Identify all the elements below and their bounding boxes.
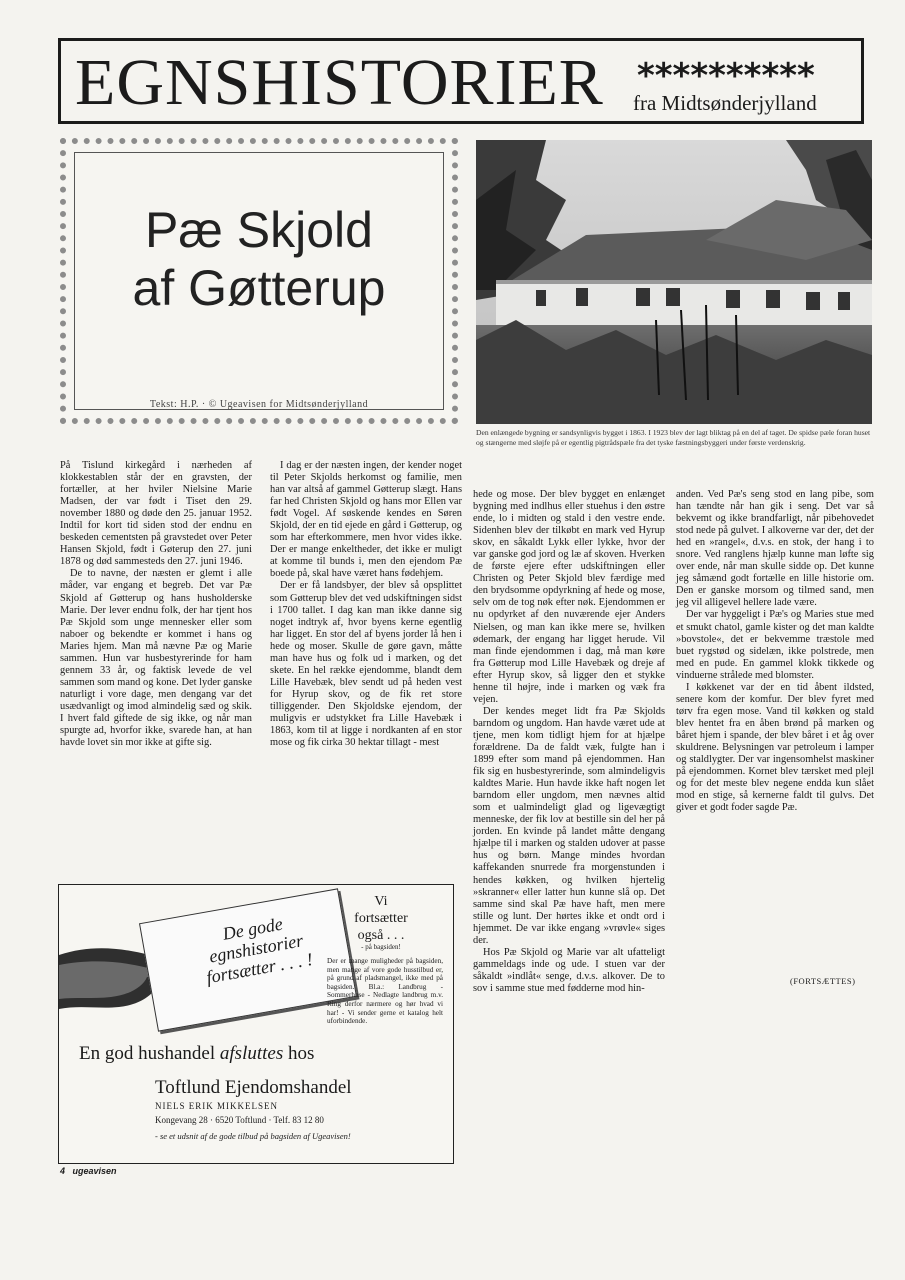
ad-card-text: De gode egnshistorier fortsætter . . . ! <box>204 913 315 988</box>
ad-note: - se et udsnit af de gode tilbud på bagsiden af Ugeavisen! <box>155 1131 351 1141</box>
paragraph: hede og mose. Der blev bygget en enlænget bygning med indlhus eller stuehus i den østre ende, lo i midten og stald i den vestre ende. Sidenhen blev der tilkøbt en mark ved Hyrup skov, en såkaldt Lykk eller lykke, hvor der var ganske god jord og læ af skoven. Hverken de første ejere efter udskiftningen eller Christen og Peter Skjold blev færdige med den brydsomme opdyrkning af hede og mose, selv om de tog nøk efter nøk. Ejendommen er nu opdyrket af den nuværende ejer Anders Nielsen, og man kan ikke mere se, hvilken ødemark, der engang har ligget herude. Vil man finde ejendommen i dag, må man køre fra Gøtterup mod Lille Havebæk og dreje af efter Hyrup skov, så ligger den et stykke henne til højre, inde i marken og væk fra vejen. <box>473 489 665 705</box>
ad-address: Kongevang 28 · 6520 Toftlund · Telf. 83 12 80 <box>155 1115 324 1125</box>
ad-vi-fortsaetter <box>321 893 441 944</box>
paragraph: Der er få landsbyer, der blev så opsplittet som Gøtterup blev det ved udskiftningen sidst i 1700 tallet. I dag kan man ikke danne sig noget indtryk af, hvor byens kerne egentlig har ligget. En stor del af byens jorder lå hen i hede og moser. Skulle de gøre gavn, måtte man have hus og folk ud i marken, og det skete. En hel række ejendomme, blandt dem Lille Havebæk, blev sendt ud på heden vest for Hyrup skov, og de fik ret store tilliggender. Den Skjoldske ejendom, der muligvis er udstykket fra Lille Havebæk i 1863, kom til at ligge i nordkanten af en stor mose og fik cirka 30 hektar tillagt - mest <box>270 580 462 749</box>
ad-vi-line-2: fortsætter <box>354 911 408 926</box>
ad-slogan-pre: En god hushandel <box>79 1043 220 1064</box>
page-footer <box>60 1166 117 1176</box>
headline-box-inner <box>74 152 444 410</box>
headline-line-2: af Gøtterup <box>132 260 386 316</box>
paragraph: Der kendes meget lidt fra Pæ Skjolds barndom og ungdom. Han havde været ude at tjene, men kom tidligt hjem for at hjælpe forældrene. Da de faldt væk, fulgte han i 1899 efter som mand på ejendommen. Han fik sig en husbestyrerinde, som almindeligvis kaldtes Marie. Hun havde ikke haft nogen let barndom eller ungdom, men nævnes altid som et ualmindeligt glad og ligevægtigt menneske, der fik lov at bestille sin del her på jorden. En kvinde på landet måtte dengang hjælpe til i marken og stalden udover at passe hus og børn. Mange mindes hvordan kaffekanden snurrede fra morgenstunden i hendes køkken, og hvilken hjertelig »skranner« eller latter hun kunne slå op. Det samme sind skal Pæ have haft, men mere stille og lunt. Der hørtes ikke et ondt ord i hjemmet. De var ikke engang »vrøvle« siges der. <box>473 705 665 946</box>
farmhouse-photo <box>476 140 872 424</box>
ad-vi-line-1: Vi <box>374 894 388 909</box>
paragraph: anden. Ved Pæ's seng stod en lang pibe, som han tændte når han gik i seng. Det var så bekvemt og ikke brandfarligt, når pibehovedet stod nede på gulvet. I alkoverne var der, det der hed en »rangel«, d.v.s. en stok, der hang i to snore. Ved ranglens hjælp kunne man løfte sig over ende, når man skulle sidde op. Det kunne jeg såmænd godt fortælle en lille historie om. Den er ganske morsom og tilmed sand, men jeg vil alligevel hellere lade være. <box>676 489 874 609</box>
ad-slogan-post: hos <box>283 1043 315 1064</box>
ad-slogan-emphasis: afsluttes <box>219 1043 284 1064</box>
continued-note: (FORTSÆTTES) <box>790 976 856 986</box>
masthead-title: EGNSHISTORIER <box>75 46 604 119</box>
paragraph: De to navne, der næsten er glemt i alle måder, var engang et begreb. Det var Pæ Skjold af Gøtterup og hans husholderske Marie. Der lever endnu folk, der har tjent hos Pæ Skjold som unge mennesker eller som naboer og bekendte er kommet i hans og Maries hjem. Man må nævne Pæ og Marie sammen. Hun var husbestyrerinde for ham gennem 33 år, og faktisk levede de vel sammen som mand og kone. Det lyder ganske naturligt i vore dage, men dengang var det usædvanligt og imod almindelig sæd og skik. I hvert fald giftede de sig ikke, og når man spurgte ad, hvorfor ikke, svarede han, at han havde lovet sin mor ikke at gifte sig. <box>60 568 252 749</box>
farmhouse-photo-illustration <box>476 140 872 424</box>
headline-box <box>60 138 458 424</box>
masthead-subtitle: fra Midtsønderjylland <box>633 91 817 115</box>
ad-pa-bagsiden: - på bagsiden! <box>361 943 401 951</box>
paragraph: Der var hyggeligt i Pæ's og Maries stue med et smukt chatol, gamle kister og det man kaldte »bovstole«, det er bekvemme træstole med buet rygstød og sidelæn, ikke polstrede, men med en pude. En gammel klokk tikkede og vinduerne strålede med blomster. <box>676 609 874 681</box>
photo-caption: Den enlængede bygning er sandsynligvis bygget i 1863. I 1923 blev der lagt bliktag på en del af taget. De spidse pæle foran huset og stængerne med sløjfe på er egentlig pigtrådspæle fra det tyske fæstningsbyggeri under første verdenskrig. <box>476 428 871 447</box>
paper-name: ugeavisen <box>72 1166 117 1176</box>
ad-slogan <box>79 1043 314 1065</box>
ad-vi-line-3: også . . . <box>357 928 405 943</box>
article-column-4 <box>676 489 874 814</box>
masthead-stars: ********** <box>637 56 815 96</box>
article-column-2 <box>270 460 462 749</box>
page-number: 4 <box>60 1166 66 1176</box>
ad-small-print: Der er mange muligheder på bagsiden, men mange af vore gode husstilbud er, på grund af pladsmangel, ikke med på bagsiden. Bl.a.: Landbrug - Sommerhuse - Nedlagte landbrug m.v. Ring derfor nærmere og hør hvad vi har! - Vi sender gerne et katalog helt uforbindende. <box>327 957 443 1026</box>
article-column-1 <box>60 460 252 749</box>
paragraph: I dag er der næsten ingen, der kender noget til Peter Skjolds herkomst og familie, men han var altså af gammel Gøtterup slægt. Hans far hed Christen Skjold og hans mor Ellen var født Vogel. Af søskende kendes en Søren Skjold, der en tid ejede en gård i Gøtterup, og som har efterkommere, men hvor vides ikke. Der er mange enkeltheder, det ikke er muligt at komme til bunds i, men den ejendom Pæ boede på, skal have været hans fødehjem. <box>270 460 462 580</box>
paragraph: I køkkenet var der en tid åbent ildsted, senere kom der komfur. Der blev fyret med tørv fra egen mose. Vand til køkken og stald blev hentet fra en åben brønd på marken og båret hjem i spande, der blev båret i et åg over skuldrene. Belysningen var petroleum i lamper og staldlygter. Der var ingensomhelst maskiner på ejendommen. Kornet blev tærsket med plejl og for det meste blev negene endda kun slået mod en stige, så kernerne faldt til gulvs. Det giver et godt foder sagde Pæ. <box>676 681 874 814</box>
masthead <box>58 38 864 124</box>
headline <box>75 201 443 317</box>
headline-line-1: Pæ Skjold <box>145 202 373 258</box>
credit-line: Tekst: H.P. · © Ugeavisen for Midtsønderjylland <box>149 399 369 410</box>
ad-firm-name: Toftlund Ejendomshandel <box>155 1077 352 1098</box>
article-column-3 <box>473 489 665 995</box>
paragraph: På Tislund kirkegård i nærheden af klokkestablen står der en gravsten, der fortæller, at her hviler Nielsine Marie Madsen, der var født i Tiset den 29. november 1880 og døde den 25. januar 1952. Indtil for kort tid siden stod der endnu en beskeden cementsten på gravstedet over Peter Hansen Skjold, født i Gøterup den 27. juni 1878 og død sammesteds den 27. juni 1946. <box>60 460 252 568</box>
paragraph: Hos Pæ Skjold og Marie var alt ufatteligt gammeldags inde og ude. I stuen var der såkaldt »indlåt« senge, d.v.s. alkover. De to sov i samme stue med fødderne mod hin- <box>473 946 665 994</box>
ad-owner-name: NIELS ERIK MIKKELSEN <box>155 1101 278 1111</box>
advertisement <box>58 884 454 1164</box>
